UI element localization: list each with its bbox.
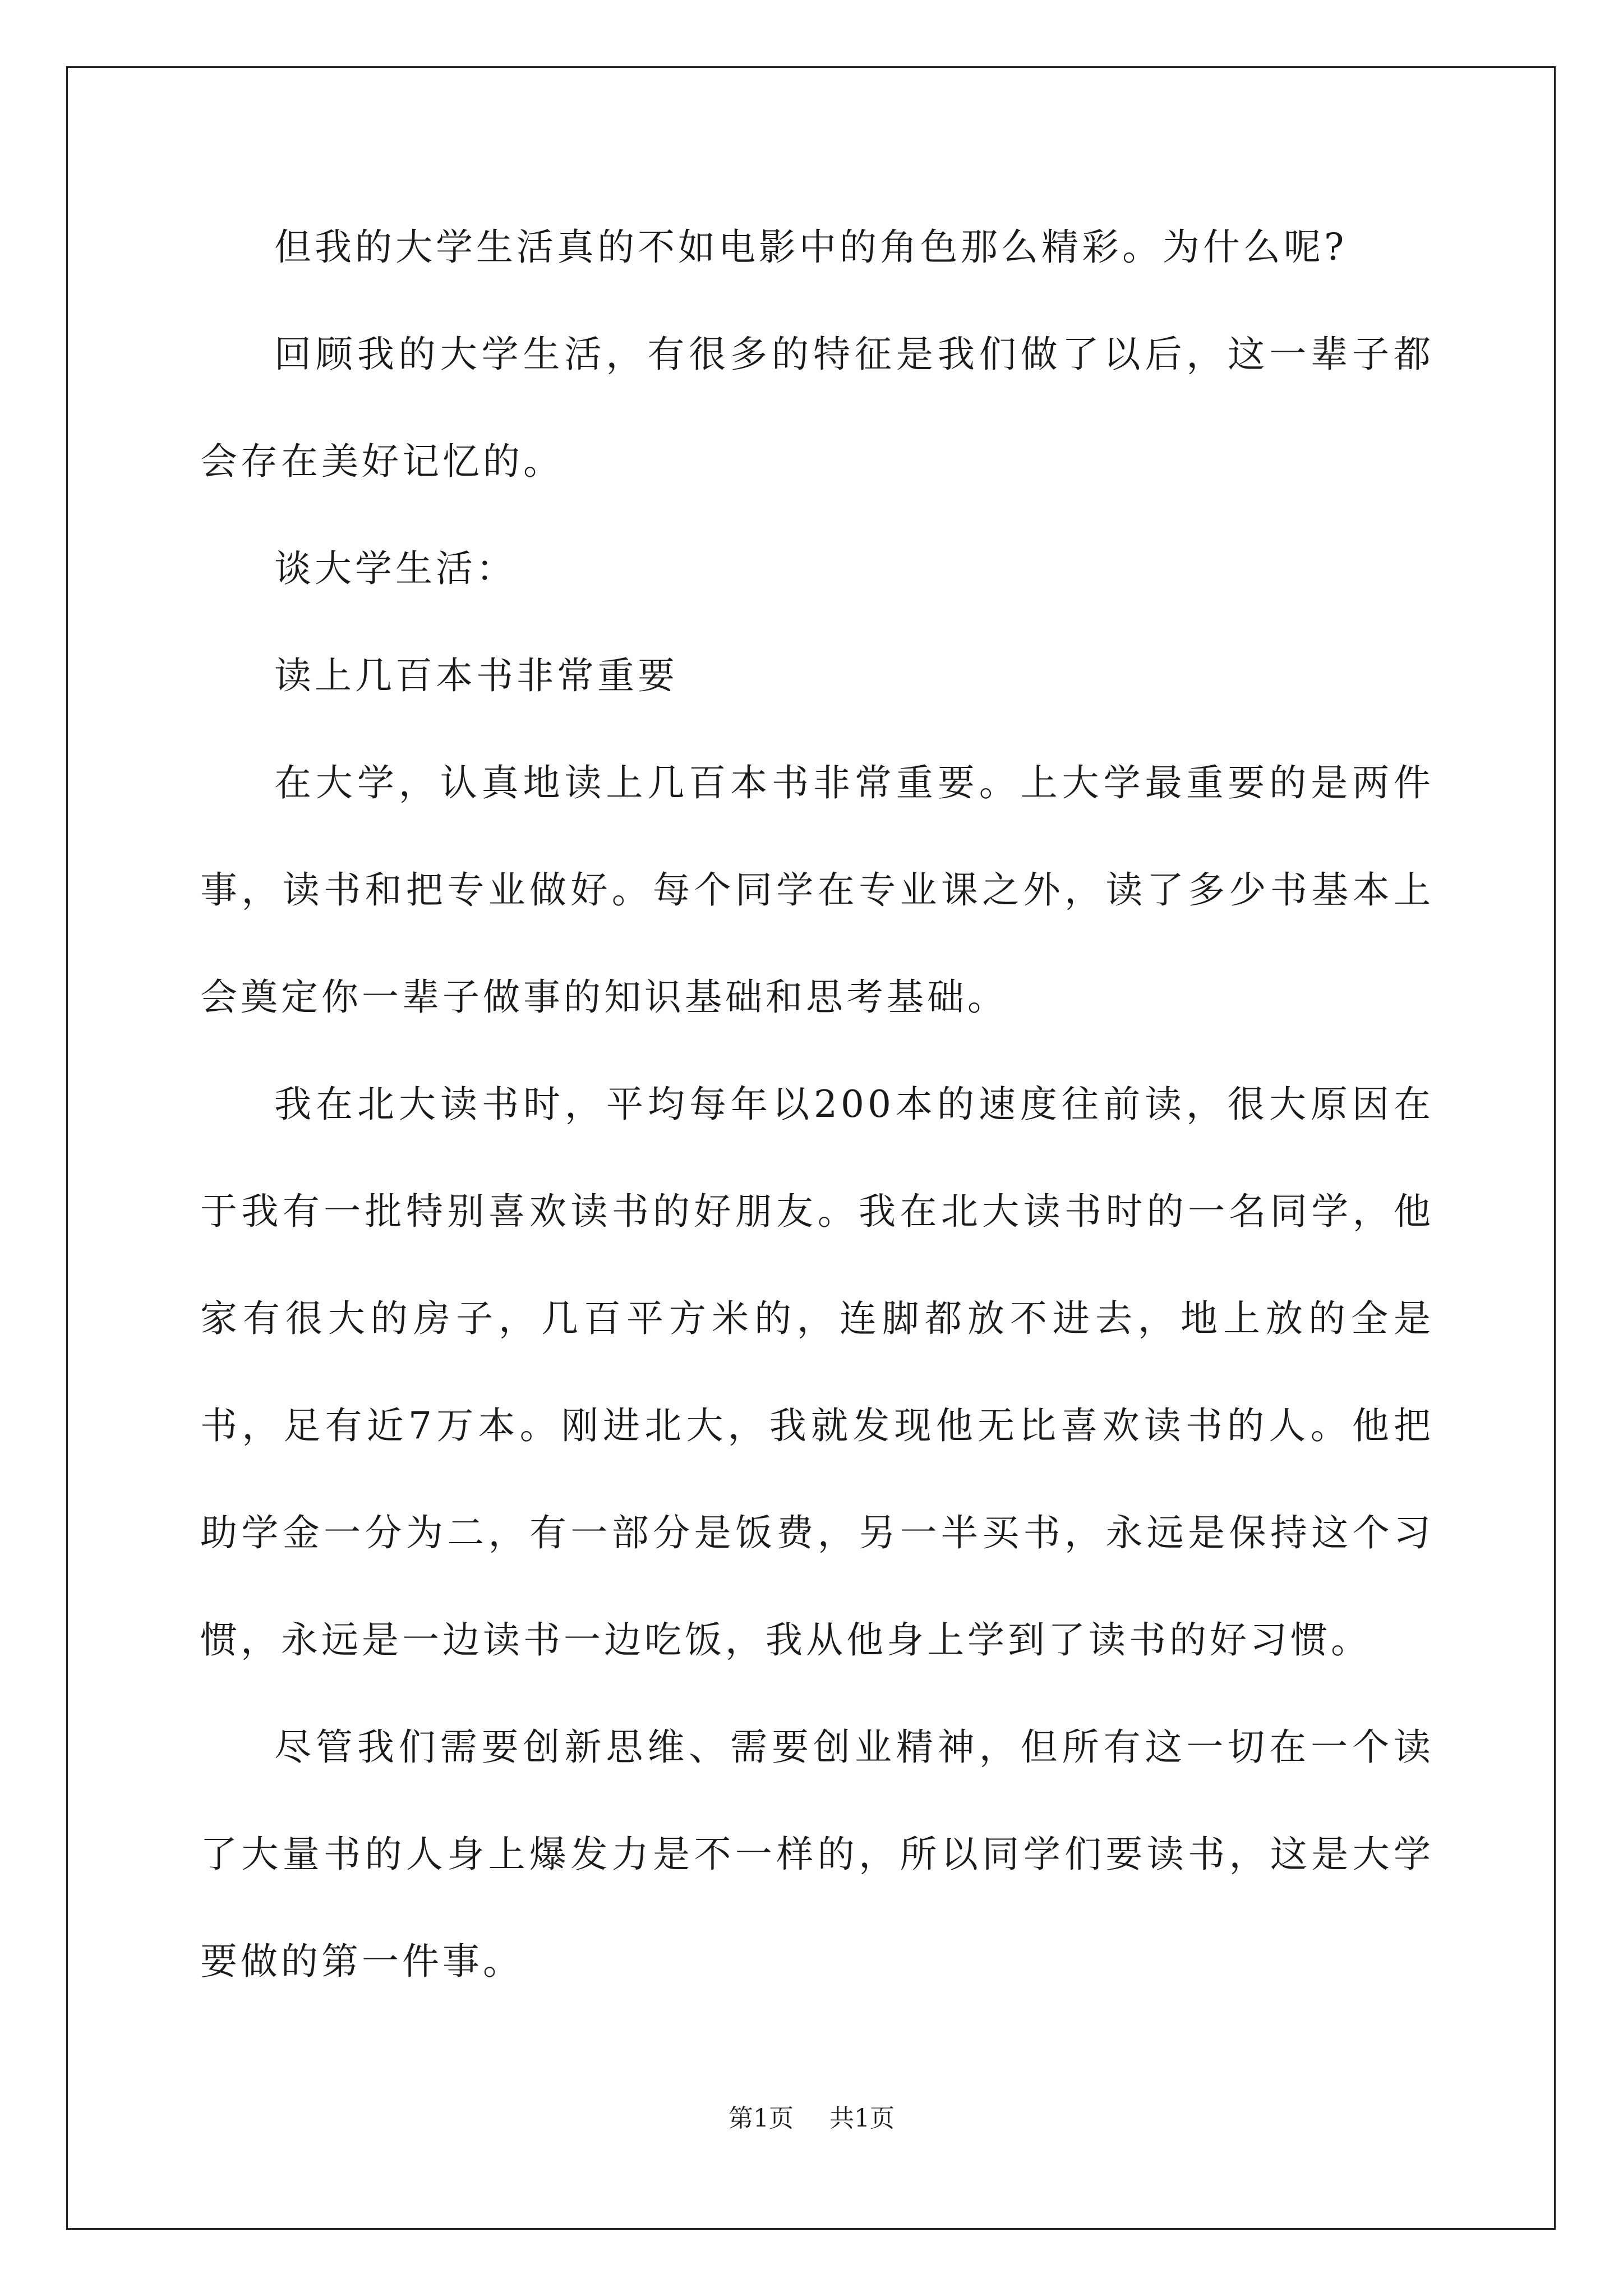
paragraph-4: 我在北大读书时，平均每年以200本的速度往前读，很大原因在于我有一批特别喜欢读书的好朋友。我在北大读书时的一名同学，他家有很大的房子，几百平方米的，连脚都放不进去，地上放的全是书，足有近7万本。刚进北大，我就发现他无比喜欢读书的人。他把助学金一分为二，有一部分是饭费，另一半买书，永远是保持这个习惯，永远是一边读书一边吃饭，我从他身上学到了读书的好习惯。 bbox=[200, 1083, 1434, 1662]
paragraph-2: 回顾我的大学生活，有很多的特征是我们做了以后，这一辈子都会存在美好记忆的。 bbox=[200, 333, 1434, 483]
document-body bbox=[200, 194, 1434, 2015]
paragraph-3: 在大学，认真地读上几百本书非常重要。上大学最重要的是两件事，读书和把专业做好。每个同学在专业课之外，读了多少书基本上会奠定你一辈子做事的知识基础和思考基础。 bbox=[200, 761, 1434, 1019]
section-heading: 谈大学生活： bbox=[274, 547, 517, 590]
page-total: 共1页 bbox=[829, 2104, 895, 2133]
page-footer bbox=[0, 2098, 1623, 2134]
page-number: 第1页 bbox=[728, 2104, 794, 2133]
subsection-heading: 读上几百本书非常重要 bbox=[274, 654, 678, 697]
paragraph-1: 但我的大学生活真的不如电影中的角色那么精彩。为什么呢? bbox=[274, 226, 1348, 269]
paragraph-5: 尽管我们需要创新思维、需要创业精神，但所有这一切在一个读了大量书的人身上爆发力是不一样的，所以同学们要读书，这是大学要做的第一件事。 bbox=[200, 1726, 1434, 1983]
